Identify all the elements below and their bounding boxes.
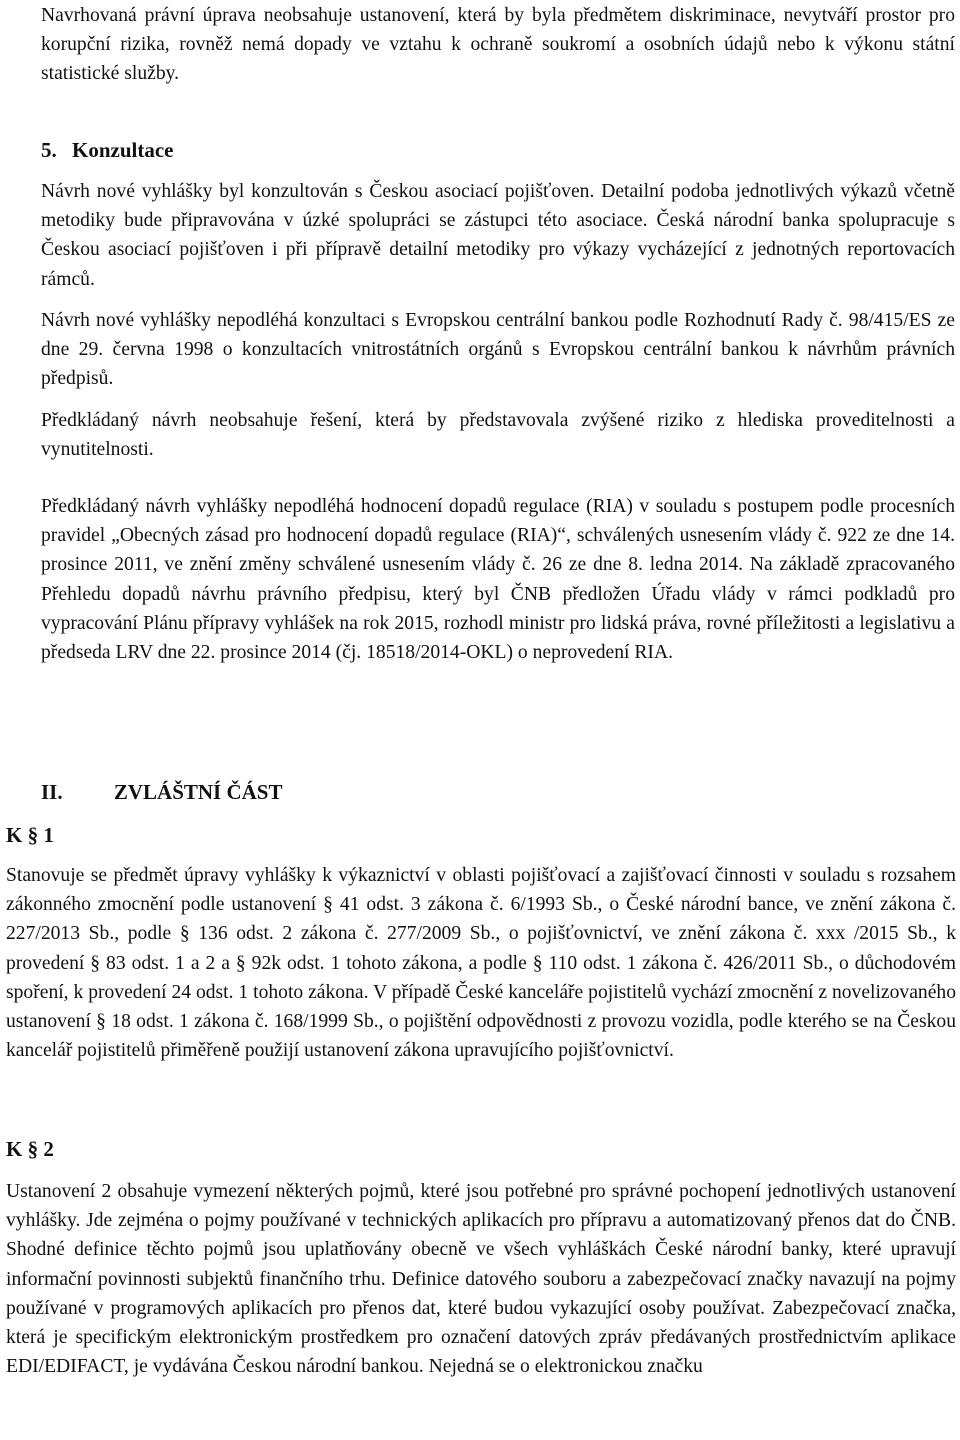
k1-heading: K § 1 bbox=[6, 823, 54, 847]
consultation-paragraph: Návrh nové vyhlášky byl konzultován s Českou asociací pojišťoven. Detailní podoba jednotlivých výkazů včetně metodiky bude připravována v úzké spolupráci se zástupci této asociace. Česká národní banka spolupracuje s Českou asociací pojišťoven i při přípravě detailní metodiky pro výkazy vycházející z jednotných reportovacích rámců. bbox=[41, 181, 955, 290]
k1-paragraph: Stanovuje se předmět úpravy vyhlášky k výkaznictví v oblasti pojišťovací a zajišťovací činnosti v souladu s rozsahem zákonného zmocnění podle ustanovení § 41 odst. 3 zákona č. 6/1993 Sb., o České národní bance, ve znění zákona č. 227/2013 Sb., podle § 136 odst. 2 zákona č. 277/2009 Sb., o pojišťovnictví, ve znění zákona č. xxx /2015 Sb., k provedení § 83 odst. 1 a 2 a § 92k odst. 1 tohoto zákona, a podle § 110 odst. 1 zákona č. 426/2011 Sb., o důchodovém spoření, k provedení 24 odst. 1 tohoto zákona. V případě České kanceláře pojistitelů vychází zmocnění z novelizovaného ustanovení § 18 odst. 1 zákona č. 168/1999 Sb., o pojištění odpovědnosti z provozu vozidla, podle kterého se na Českou kancelář pojistitelů přiměřeně použijí ustanovení zákona upravujícího pojišťovnictví. bbox=[6, 865, 956, 1062]
section-heading bbox=[41, 138, 173, 163]
k2-heading: K § 2 bbox=[6, 1137, 54, 1161]
part-title: ZVLÁŠTNÍ ČÁST bbox=[113, 780, 283, 804]
section-number: 5. bbox=[41, 138, 57, 162]
k2-paragraph: Ustanovení 2 obsahuje vymezení některých pojmů, které jsou potřebné pro správné pochopení jednotlivých ustanovení vyhlášky. Jde zejména o pojmy používané v technických aplikacích pro přípravu a automatizovaný přenos dat do ČNB. Shodné definice těchto pojmů jsou uplatňovány obecně ve všech vyhláškách České národní banky, které upravují informační povinnosti subjektů finančního trhu. Definice datového souboru a zabezpečovací značky navazují na pojmy používané v programových aplikacích pro přenos dat, které budou vykazující osoby používat. Zabezpečovací značka, která je specifickým elektronickým prostředkem pro označení datových zpráv předávaných prostřednictvím aplikace EDI/EDIFACT, je vydávána Českou národní bankou. Nejedná se o elektronickou značku bbox=[6, 1181, 956, 1378]
ria-paragraph: Předkládaný návrh vyhlášky nepodléhá hodnocení dopadů regulace (RIA) v souladu s postupem podle procesních pravidel „Obecných zásad pro hodnocení dopadů regulace (RIA)“, schválených usnesením vlády č. 922 ze dne 14. prosince 2011, ve znění změny schválené usnesením vlády č. 26 ze dne 8. ledna 2014. Na základě zpracovaného Přehledu dopadů návrhu právního předpisu, který byl ČNB předložen Úřadu vlády v rámci podkladů pro vypracování Plánu přípravy vyhlášek na rok 2015, rozhodl ministr pro lidská práva, rovné příležitosti a legislativu a předseda LRV dne 22. prosince 2014 (čj. 18518/2014-OKL) o neprovedení RIA. bbox=[41, 496, 955, 664]
part-heading bbox=[41, 780, 283, 805]
ecb-paragraph: Návrh nové vyhlášky nepodléhá konzultaci s Evropskou centrální bankou podle Rozhodnutí Rady č. 98/415/ES ze dne 29. června 1998 o konzultacích vnitrostátních orgánů s Evropskou centrální bankou k návrhům právních předpisů. bbox=[41, 310, 955, 390]
risk-paragraph: Předkládaný návrh neobsahuje řešení, která by představovala zvýšené riziko z hlediska proveditelnosti a vynutitelnosti. bbox=[41, 410, 955, 461]
part-number: II. bbox=[41, 780, 63, 804]
intro-paragraph: Navrhovaná právní úprava neobsahuje ustanovení, která by byla předmětem diskriminace, nevytváří prostor pro korupční rizika, rovněž nemá dopady ve vztahu k ochraně soukromí a osobních údajů nebo k výkonu státní statistické služby. bbox=[41, 5, 955, 85]
section-title: Konzultace bbox=[72, 138, 174, 162]
